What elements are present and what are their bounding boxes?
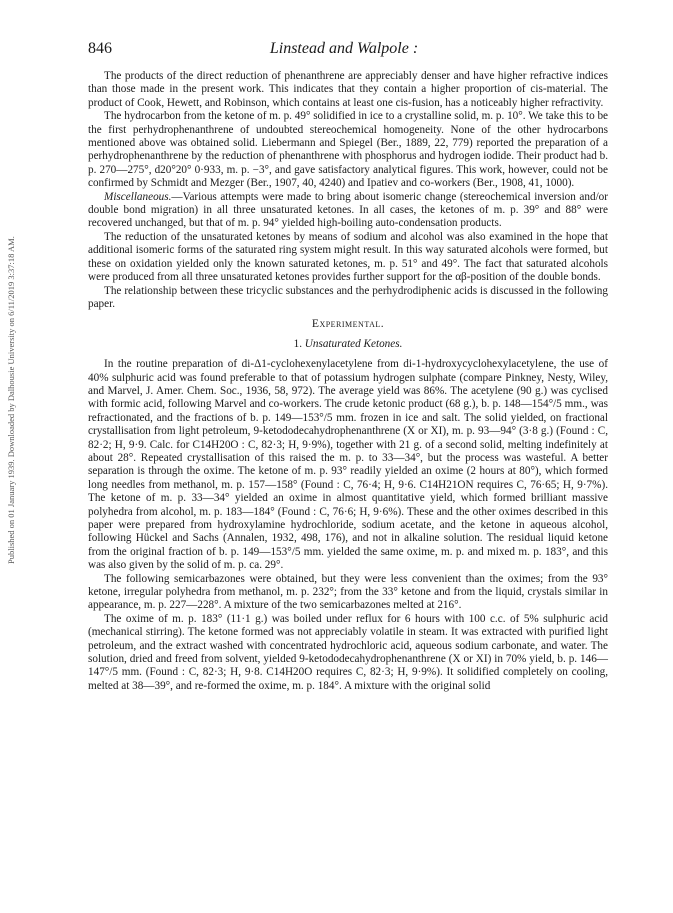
paragraph: The hydrocarbon from the ketone of m. p. 49° solidified in ice to a crystalline solid, m. p. 10°. We take this to be the first perhydrophenanthrene of undoubted stereochemical homogeneity. None of the other hydrocarbons mentioned above was obtained solid. Liebermann and Spiegel (Ber., 1889, 22, 779) reported the preparation of a perhydrophenanthrene by the reduction of phenanthrene with phosphorus and hydrogen iodide. Their product had b. p. 270—275°, d20°20° 0·933, m. p. −3°, and gave satisfactory analytical figures. This work, however, could not be confirmed by Schmidt and Mezger (Ber., 1907, 40, 4240) and Ipatiev and co-workers (Ber., 1908, 41, 1000). <box>88 110 609 190</box>
subsection-heading <box>88 338 608 351</box>
paragraph: The products of the direct reduction of phenanthrene are appreciably denser and have higher refractive indices than those made in the present work. This indicates that they contain a higher proportion of cis-material. The product of Cook, Hewett, and Robinson, which contains at least one cis-fusion, has a noticeably higher refractivity. <box>88 70 608 109</box>
paragraph-text: —Various attempts were made to bring about isomeric change (stereochemical inversion and/or double bond migration) in all three unsaturated ketones. In all cases, the ketones of m. p. 39° and 88° were recovered unchanged, but that of m. p. 94° yielded high-boiling auto-condensation products. <box>88 190 608 230</box>
subsection-number: 1. <box>293 337 302 350</box>
paragraph: In the routine preparation of di-Δ1-cyclohexenylacetylene from di-1-hydroxycyclohexylacetylene, the use of 40% sulphuric acid was found preferable to that of potassium hydrogen sulphate (compare Pinkney, Nesty, Wiley, and Marvel, J. Amer. Chem. Soc., 1936, 58, 972). The average yield was 86%. The acetylene (90 g.) was cyclised with formic acid, following Marvel and co-workers. The crude ketonic product (68 g.), b. p. 148—154°/5 mm., was refractionated, and the fractions of b. p. 149—153°/5 mm. frozen in ice and salt. The solid yielded, on fractional crystallisation from light petroleum, 9-ketododecahydrophenanthrene (X or XI), m. p. 93—94° (3·8 g.) (Found : C, 82·2; H, 9·9. Calc. for C14H20O : C, 82·3; H, 9·9%), together with 21 g. of a second solid, melting indefinitely at about 28°. Repeated crystallisation of this raised the m. p. to 33—34°, but the process was wasteful. A better separation is through the oxime. The ketone of m. p. 93° readily yielded an oxime (2 hours at 80°), which formed long needles from methanol, m. p. 157—158° (Found : C, 76·4; H, 9·6. C14H21ON requires C, 76·65; H, 9·7%). The ketone of m. p. 33—34° yielded an oxime in almost quantitative yield, which formed brilliant massive polyhedra from alcohol, m. p. 183—184° (Found : C, 76·6; H, 9·6%). These and the other oximes described in this paper were prepared from hydroxylamine hydrochloride, sodium acetate, and the ketone in aqueous alcohol, following Hückel and Sachs (Annalen, 1932, 498, 176), and not in alkaline solution. The residual liquid ketone from the original fraction of b. p. 149—153°/5 mm. yielded the same oxime, m. p. and mixed m. p. 183°, and this was also given by the solid of m. p. ca. 29°. <box>88 358 608 572</box>
download-watermark: Published on 01 January 1939. Downloaded by Dalhousie University on 6/11/2019 3:37:18 AM. <box>6 236 16 564</box>
page-header <box>88 40 600 62</box>
paragraph: The relationship between these tricyclic substances and the perhydrodiphenic acids is discussed in the following paper. <box>88 284 608 310</box>
section-heading: Experimental. <box>311 317 385 331</box>
subsection-title: Unsaturated Ketones. <box>304 337 403 350</box>
running-head: Linstead and Walpole : <box>269 40 419 57</box>
page-number: 846 <box>88 40 112 57</box>
paragraph-lead-in: Miscellaneous. <box>104 190 172 203</box>
article-body <box>88 70 608 693</box>
paragraph-miscellaneous <box>88 191 608 231</box>
paragraph: The reduction of the unsaturated ketones by means of sodium and alcohol was also examined in the hope that additional isomeric forms of the saturated ring system might result. In this way saturated alcohols were formed, but these on oxidation yielded only the known saturated ketones, m. p. 51° and 49°. The fact that saturated alcohols were produced from all three unsaturated ketones provides further support for the αβ-position of the double bonds. <box>88 230 608 284</box>
paragraph: The oxime of m. p. 183° (11·1 g.) was boiled under reflux for 6 hours with 100 c.c. of 5% sulphuric acid (mechanical stirring). The ketone formed was not appreciably volatile in steam. It was extracted with purified light petroleum, and the extract washed with concentrated hydrochloric acid, aqueous sodium carbonate, and water. The solution, dried and freed from solvent, yielded 9-ketododecahydrophenanthrene (X or XI) in 70% yield, b. p. 146—147°/5 mm. (Found : C, 82·3; H, 9·8. C14H20O requires C, 82·3; H, 9·9%). It solidified completely on cooling, melted at 38—39°, and re-formed the oxime, m. p. 184°. A mixture with the original solid <box>88 612 608 692</box>
paragraph: The following semicarbazones were obtained, but they were less convenient than the oximes; from the 93° ketone, irregular polyhedra from methanol, m. p. 232°; from the 33° ketone and from the liquid, crystals similar in appearance, m. p. 227—228°. A mixture of the two semicarbazones melted at 216°. <box>88 572 608 612</box>
